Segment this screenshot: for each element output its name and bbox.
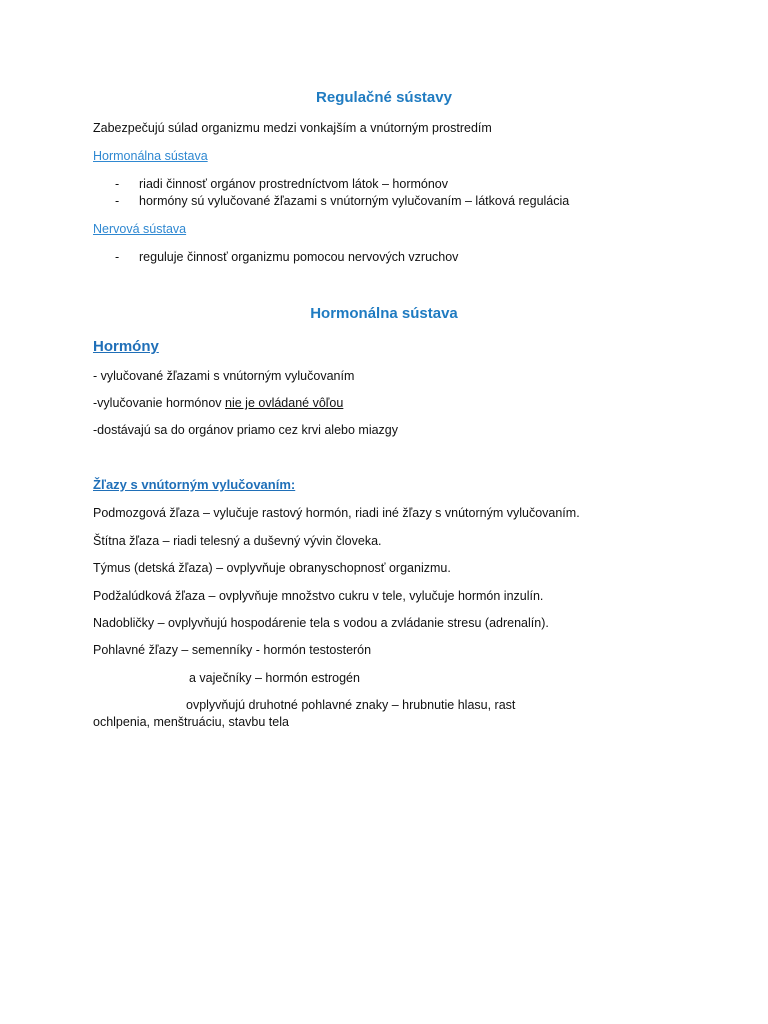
gland-thymus: Týmus (detská žľaza) – ovplyvňuje obranyschopnosť organizmu. xyxy=(93,561,451,575)
hormones-line-3: -dostávajú sa do orgánov priamo cez krvi alebo miazgy xyxy=(93,423,399,437)
bullet-dash: - xyxy=(115,177,120,191)
effects-line-1: ovplyvňujú druhotné pohlavné znaky – hrubnutie hlasu, rast xyxy=(186,698,516,712)
hormones-line-2-underlined: nie je ovládané vôľou xyxy=(225,396,344,410)
gland-adrenal: Nadobličky – ovplyvňujú hospodárenie tela s vodou a zvládanie stresu (adrenalín). xyxy=(93,616,549,630)
bullet-dash: - xyxy=(115,194,120,208)
hormones-heading-link[interactable]: Hormóny xyxy=(93,338,159,355)
glands-heading-link[interactable]: Žľazy s vnútorným vylučovaním: xyxy=(93,477,296,492)
hormonal-system-link[interactable]: Hormonálna sústava xyxy=(93,149,208,163)
section-title-hormonalna-sustava: Hormonálna sústava xyxy=(310,305,458,322)
hormonal-bullet-1: riadi činnosť orgánov prostredníctvom látok – hormónov xyxy=(139,177,449,191)
ovaries-line: a vaječníky – hormón estrogén xyxy=(189,671,360,685)
hormones-line-1: - vylučované žľazami s vnútorným vylučovaním xyxy=(93,369,355,383)
intro-paragraph: Zabezpečujú súlad organizmu medzi vonkajším a vnútorným prostredím xyxy=(93,121,492,135)
section-title-regulacne-sustavy: Regulačné sústavy xyxy=(316,89,452,106)
hormonal-bullet-2: hormóny sú vylučované žľazami s vnútorným vylučovaním – látková regulácia xyxy=(139,194,570,208)
nervous-bullet-1: reguluje činnosť organizmu pomocou nervových vzruchov xyxy=(139,250,459,264)
gland-thyroid: Štítna žľaza – riadi telesný a duševný vývin človeka. xyxy=(93,534,382,548)
hormones-line-2 xyxy=(93,395,343,411)
gland-pituitary: Podmozgová žľaza – vylučuje rastový hormón, riadi iné žľazy s vnútorným vylučovaním. xyxy=(93,506,580,520)
effects-line-2: ochlpenia, menštruáciu, stavbu tela xyxy=(93,715,289,729)
gland-pancreas: Podžalúdková žľaza – ovplyvňuje množstvo cukru v tele, vylučuje hormón inzulín. xyxy=(93,589,544,603)
hormones-line-2-prefix: -vylučovanie hormónov xyxy=(93,396,226,410)
gland-sex: Pohlavné žľazy – semenníky - hormón testosterón xyxy=(93,643,372,657)
bullet-dash: - xyxy=(115,250,120,264)
nervous-system-link[interactable]: Nervová sústava xyxy=(93,222,187,236)
